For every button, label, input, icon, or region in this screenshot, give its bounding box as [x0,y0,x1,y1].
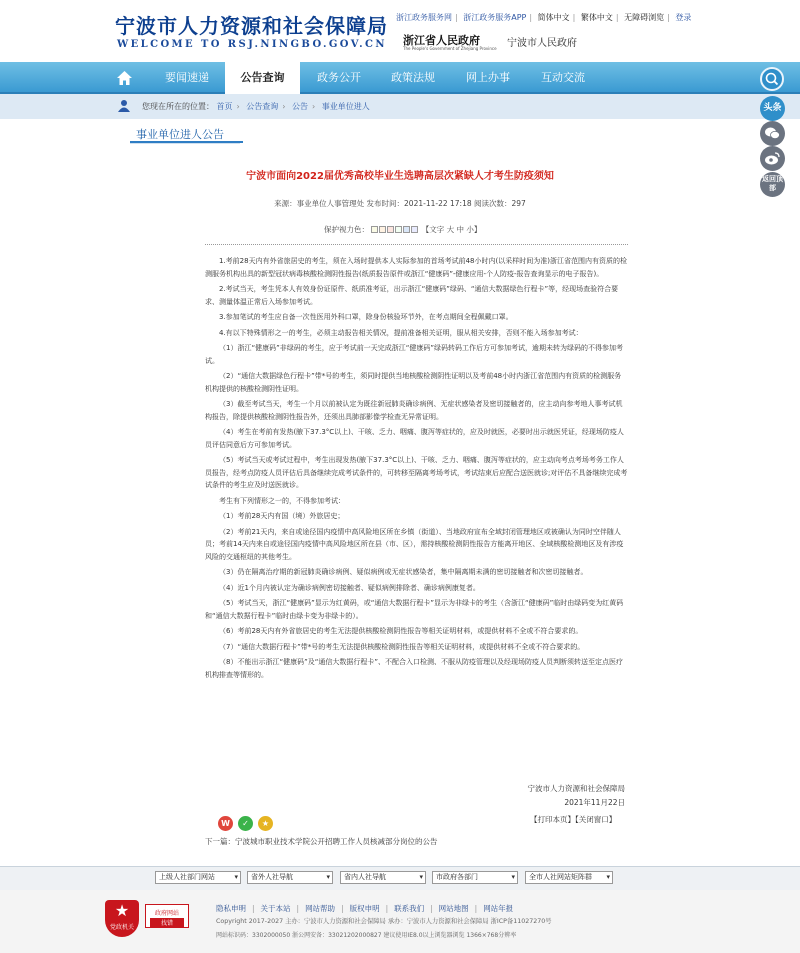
select-site-matrix[interactable]: 全市人社网站矩阵群 ▾ [525,871,613,884]
nav-item-policies[interactable]: 政策法规 [391,71,435,84]
next-article-link[interactable]: 下一篇：宁波城市职业技术学院公开招聘工作人员核减部分岗位的公告 [205,837,438,846]
home-icon[interactable] [116,70,133,86]
location-icon [117,99,131,112]
eye-care-swatch[interactable] [395,226,402,233]
footer-link[interactable]: 隐私申明 [216,904,246,913]
breadcrumb: 您现在所在的位置： 首页 › 公告查询 › 公告 › 事业单位进人 [142,102,370,111]
article-paragraph: 2.考试当天，考生凭本人有效身份证原件、纸质准考证，出示浙江“健康码”绿码、“通信大数据绿色行程卡”等，经现场查验符合要求、测量体温正常后入场参加考试。 [205,285,619,306]
article-paragraph: 1.考前28天内有外省旅居史的考生，须在入场时提供本人实际参加的首场考试前48小时内(以采样时间为准)浙江省范围内有资质的检测服务机构出具的新型冠状病毒核酸检测阴性报告(纸质报告原件或浙江“健康码”-健康应用-个人防疫-报告查询显示的电子报告)。 [205,257,627,278]
article-paragraph: 4.有以下特殊情形之一的考生，必须主动报告相关情况，提前准备相关证明，服从相关安排，否则不能入场参加考试： [219,328,583,337]
article-paragraph: （2）考前21天内，来自或途径国内疫情中高风险地区所在乡镇（街道）、当地政府宣布全域封闭管理地区或被确认为同时空伴随人员；考前14天内来自或途径国内疫情中高风险地区所在县（市、区），需持核酸检测阴性报告方能离开地区、全域核酸检测地区及有涉疫风险的交通枢纽的其他考生。 [205,527,624,561]
login-link[interactable]: 登录 [675,13,692,22]
footer-link[interactable]: 关于本站 [260,904,291,913]
footer-link[interactable]: 版权申明 [349,904,380,913]
footer-link[interactable]: 网站地图 [438,904,469,913]
article-meta: 来源：事业单位人事管理处 发布时间：2021-11-22 17:18 阅读次数：297 [274,199,526,208]
article-paragraph: （3）截至考试当天，考生一个月以前被认定为既往新冠肺炎确诊病例、无症状感染者及密切接触者的，应主动向参考地人事考试机构报告，除提供核酸检测阴性报告外，还须出具肺部影像学检查无异常证明。 [205,400,623,421]
top-links: 浙江政务服务网 | 浙江政务服务APP | 简体中文 | 繁体中文 | 无障碍浏览 | 登录 [396,13,692,22]
toplink-accessibility[interactable]: 无障碍浏览 [624,13,665,22]
headline-float-button[interactable]: 头条 [760,96,785,121]
toplink-zjapp[interactable]: 浙江政务服务APP [463,13,527,22]
eye-care-bar [324,224,481,235]
article-paragraph: （7）“通信大数据行程卡”带*号的考生无法提供核酸检测阴性报告等相关证明材料，或提供材料不全或不符合要求的。 [219,642,585,651]
article-paragraph: （4）考生在考前有发热(腋下37.3°C以上)、干咳、乏力、咽痛、腹泻等症状的，应及时就医，必要时出示就医凭证，经现场防疫人员评估同意后方可参加考试。 [205,428,624,449]
article-paragraph: （1）考前28天内有国（境）外旅居史； [219,512,345,520]
breadcrumb-announcements[interactable]: 公告查询 [246,102,279,111]
article-paragraph: （6）考前28天内有外省旅居史的考生无法提供核酸检测阴性报告等相关证明材料，或提供材料不全或不符合要求的。 [219,627,583,635]
article-paragraph: 考生有下列情形之一的，不得参加考试： [219,496,345,505]
main-nav [0,62,800,94]
article-paragraph: （5）考试当天或考试过程中，考生出现发热(腋下37.3°C以上)、干咳、乏力、咽痛、腹泻等症状的，应主动向考点考场考务工作人员报告，经考点防疫人员评估后具备继续完成考试条件的，可转移至隔离考场考试，考试结束后应配合送医就诊;对评估不具备继续完成考试条件的考生应及时送医就诊。 [205,456,628,489]
weibo-share-icon[interactable]: W [218,816,233,831]
toplink-traditional[interactable]: 繁体中文 [580,13,613,22]
signature-date: 2021年11月22日 [564,798,625,807]
wechat-share-icon[interactable]: ✓ [238,816,253,831]
select-city-depts[interactable]: 市政府各部门 ▾ [432,871,518,884]
party-gov-badge-label: 党政机关 [109,924,134,931]
select-in-province[interactable]: 省内人社导航 ▾ [340,871,426,884]
eye-care-swatch[interactable] [403,226,410,233]
section-divider [130,143,240,144]
toplink-simplified[interactable]: 简体中文 [537,13,570,22]
article-divider [205,244,628,245]
emblem-icon: ★ [114,901,130,920]
favorite-share-icon[interactable]: ★ [258,816,273,831]
article-paragraph: （1）浙江“健康码”非绿码的考生，应于考试前一天完成浙江“健康码”绿码转码工作后方可参加考试，逾期未转为绿码的不得参加考试。 [205,344,623,365]
breadcrumb-prefix: 您现在所在的位置： [142,102,214,111]
select-superior-sites[interactable]: 上级人社部门网站 ▾ [155,871,241,884]
footer-links: 隐私申明 | 关于本站 | 网站帮助 | 版权申明 | 联系我们 | 网站地图 | 网站年报 [216,904,514,913]
eye-care-swatch[interactable] [411,226,418,233]
signature-org: 宁波市人力资源和社会保障局 [527,784,625,793]
wechat-icon [760,121,785,146]
eye-care-swatches [371,225,419,234]
zj-gov-subtitle: The People's Government of Zhejiang Province [403,46,497,51]
article-paragraph: （3）仍在隔离治疗期的新冠肺炎确诊病例、疑似病例或无症状感染者，集中隔离期未满的密切接触者和次密切接触者。 [219,568,588,576]
site-header [0,0,800,62]
search-button[interactable] [760,67,784,91]
footer-link[interactable]: 联系我们 [394,904,425,913]
font-size-controls[interactable]: 【文字 大 中 小】 [421,225,482,234]
article-body [205,255,628,684]
breadcrumb-current[interactable]: 事业单位进人 [321,102,370,111]
footer-link[interactable]: 网站帮助 [305,904,336,913]
eye-care-swatch[interactable] [387,226,394,233]
search-icon [762,69,782,89]
nav-item-news[interactable]: 要闻速递 [165,71,209,84]
breadcrumb-notice[interactable]: 公告 [292,102,309,111]
article-paragraph: （2）“通信大数据绿色行程卡”带*号的考生，须同时提供当地核酸检测阴性证明以及考前48小时内浙江省范围内有资质的检测服务机构提供的核酸检测阴性证明。 [205,372,622,393]
footer-link[interactable]: 网站年报 [483,904,514,913]
eye-care-swatch[interactable] [379,226,386,233]
article-paragraph: 3.参加笔试的考生应自备一次性医用外科口罩，除身份核验环节外，在考点期间全程佩戴口罩。 [219,313,513,321]
article-paragraph: （5）考试当天，浙江“健康码”显示为红黄码，或“通信大数据行程卡”显示为非绿卡的考生（含浙江“健康码”临时由绿码变为红黄码和“通信大数据行程卡”临时由绿卡变为非绿卡的）。 [205,599,624,620]
gov-error-badge[interactable] [145,904,189,928]
select-other-province[interactable]: 省外人社导航 ▾ [247,871,333,884]
section-title: 事业单位进人公告 [136,128,224,141]
nav-item-announcements[interactable]: 公告查询 [225,62,300,96]
site-title[interactable]: 宁波市人力资源和社会保障局 [115,14,388,38]
nav-item-online-service[interactable]: 网上办事 [466,71,510,84]
toplink-zjzwfw[interactable]: 浙江政务服务网 [396,13,452,22]
nav-item-gov-affairs[interactable]: 政务公开 [317,71,361,84]
footer-copyright: Copyright 2017-2027 主办：宁波市人力资源和社会保障局 承办：宁波市人力资源和社会保障局 浙ICP备11027270号 [216,918,552,925]
article-paragraph: （4）近1个月内被认定为确诊病例密切接触者、疑似病例排除者、确诊病例康复者。 [219,583,480,592]
wechat-float-button[interactable] [760,121,785,146]
gov-error-badge-line2: 找错 [150,918,184,927]
breadcrumb-home[interactable]: 首页 [216,102,233,111]
gov-error-badge-line1: 政府网站 [154,910,179,917]
zj-gov-link[interactable]: 浙江省人民政府 [403,34,480,47]
site-subtitle: WELCOME TO RSJ.NINGBO.GOV.CN [117,39,387,50]
print-close-links[interactable]: 【打印本页】【关闭窗口】 [530,815,617,824]
eye-care-label: 保护视力色： [324,225,369,234]
footer-identifiers: 网站标识码：3302000050 浙公网安备：33021202000827 建议使用IE8.0以上浏览器浏览 1366×768分辨率 [216,932,517,939]
party-gov-badge[interactable] [105,900,139,937]
article-title: 宁波市面向2022届优秀高校毕业生选聘高层次紧缺人才考生防疫须知 [246,171,554,182]
nb-gov-link[interactable]: 宁波市人民政府 [507,38,577,49]
article-paragraph: （8）不能出示浙江“健康码”及“通信大数据行程卡”、不配合入口检测、不服从防疫管理以及经现场防疫人员判断须转送至定点医疗机构排查等情形的。 [205,658,623,679]
back-to-top-button[interactable]: 返回顶部 [760,172,785,197]
nav-item-interaction[interactable]: 互动交流 [541,71,585,84]
eye-care-swatch[interactable] [371,226,378,233]
